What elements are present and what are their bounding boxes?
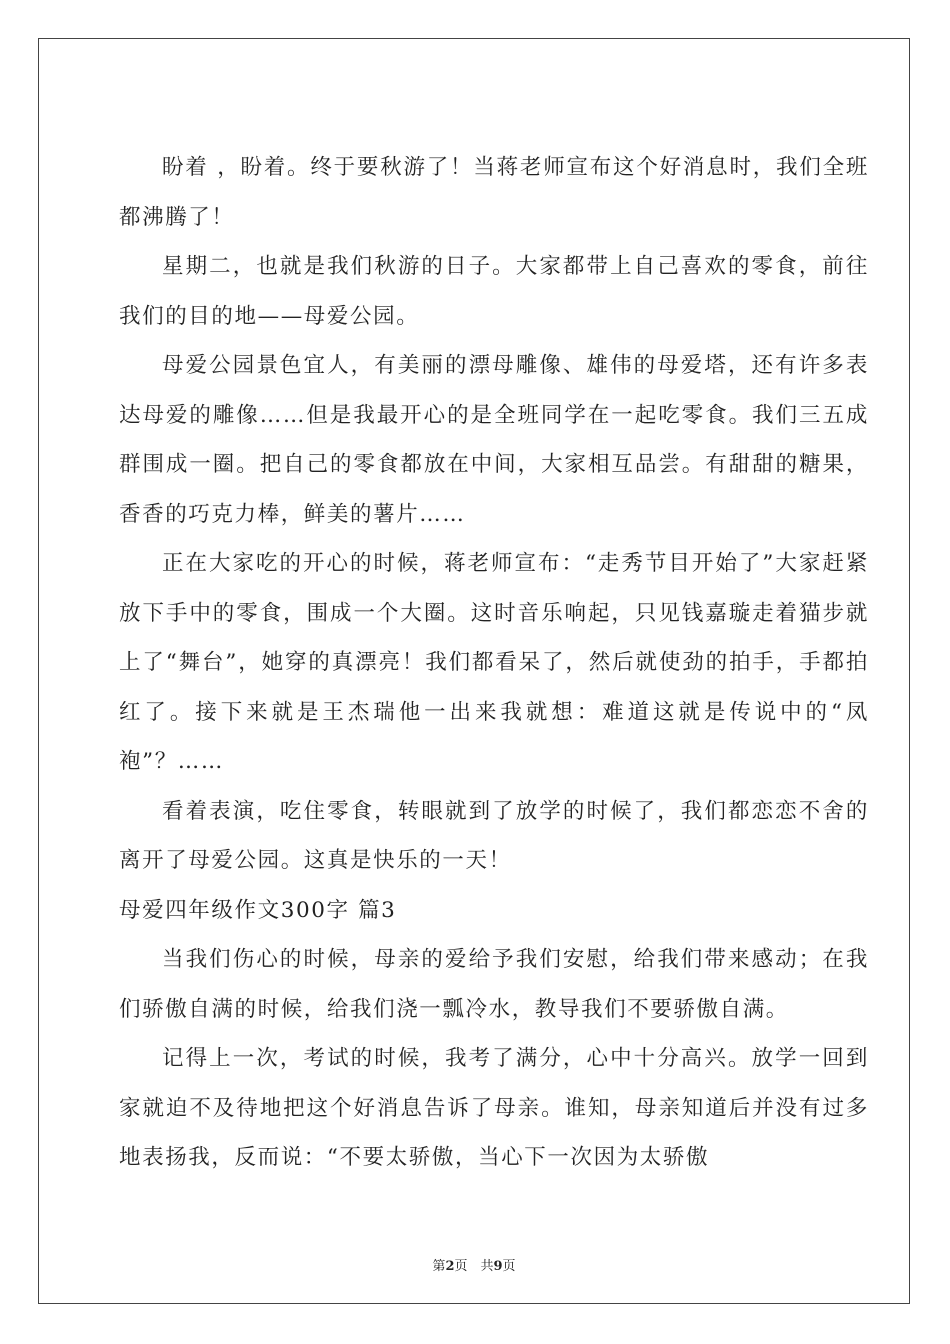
section-heading: 母爱四年级作文300字 篇3: [119, 897, 397, 923]
paragraph: 记得上一次，考试的时候，我考了满分，心中十分高兴。放学一回到家就迫不及待地把这个好消息告诉了母亲。谁知，母亲知道后并没有过多地表扬我，反而说：“不要太骄傲，当心下一次因为太骄傲: [119, 1046, 869, 1170]
document-page: [38, 38, 910, 1304]
footer-suffix: 页: [502, 1259, 516, 1274]
current-page-number: 2: [445, 1259, 455, 1274]
paragraph: 看着表演，吃住零食，转眼就到了放学的时候了，我们都恋恋不舍的离开了母爱公园。这真是快乐的一天！: [119, 798, 869, 873]
paragraph: 盼着 ，盼着。终于要秋游了！当蒋老师宣布这个好消息时，我们全班都沸腾了！: [119, 155, 869, 230]
paragraph: 当我们伤心的时候，母亲的爱给予我们安慰，给我们带来感动；在我们骄傲自满的时候，给我们浇一瓢冷水，教导我们不要骄傲自满。: [119, 947, 869, 1022]
page-footer: [39, 1255, 909, 1274]
footer-prefix: 第: [432, 1259, 446, 1274]
footer-mid: 页 共: [454, 1259, 494, 1274]
paragraph: 母爱公园景色宜人，有美丽的漂母雕像、雄伟的母爱塔，还有许多表达母爱的雕像……但是我最开心的是全班同学在一起吃零食。我们三五成群围成一圈。把自己的零食都放在中间，大家相互品尝。有甜甜的糖果，香香的巧克力棒，鲜美的薯片……: [119, 353, 869, 527]
article-body: [119, 143, 869, 1183]
total-page-count: 9: [493, 1259, 503, 1274]
paragraph: 星期二，也就是我们秋游的日子。大家都带上自己喜欢的零食，前往我们的目的地——母爱公园。: [119, 254, 869, 329]
paragraph: 正在大家吃的开心的时候，蒋老师宣布：“走秀节目开始了”大家赶紧放下手中的零食，围成一个大圈。这时音乐响起，只见钱嘉璇走着猫步就上了“舞台”，她穿的真漂亮！我们都看呆了，然后就使劲的拍手，手都拍红了。接下来就是王杰瑞他一出来我就想：难道这就是传说中的“凤袍”？……: [119, 551, 869, 774]
